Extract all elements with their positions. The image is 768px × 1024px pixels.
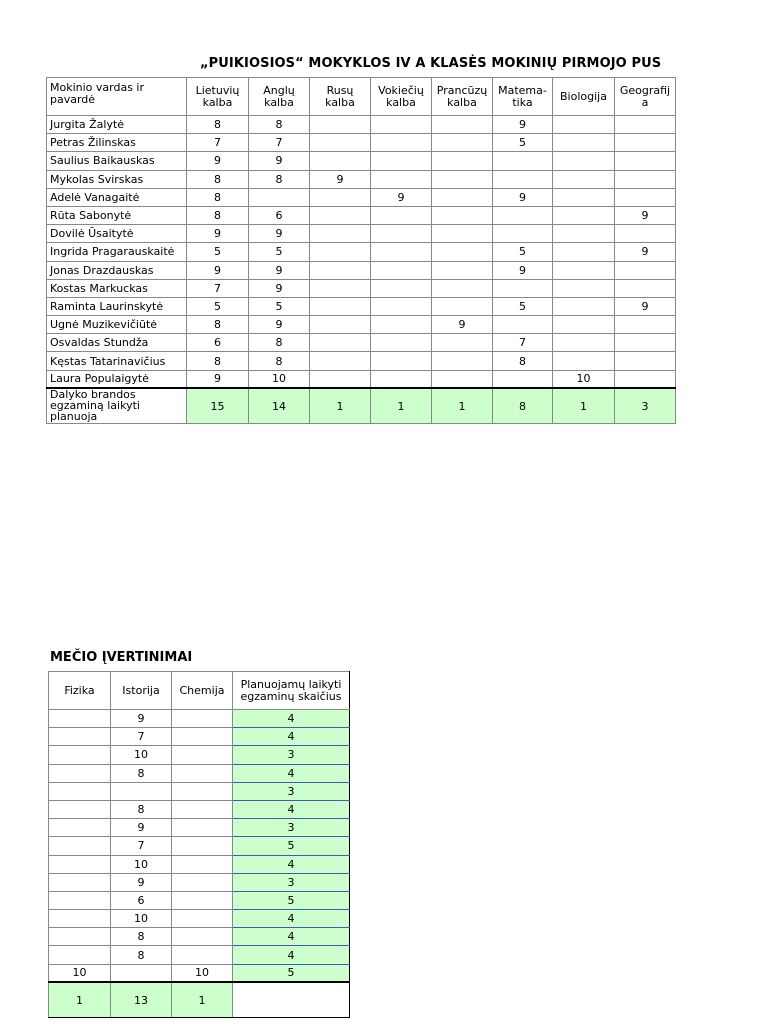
table2-header-row bbox=[49, 672, 350, 710]
grade-cell: 9 bbox=[432, 316, 493, 334]
planned-exams-cell: 4 bbox=[233, 800, 350, 818]
student-name-cell: Dovilė Ūsaitytė bbox=[47, 225, 187, 243]
grade-cell bbox=[615, 334, 676, 352]
grade-cell: 10 bbox=[172, 964, 233, 982]
grade-cell bbox=[615, 225, 676, 243]
grade-cell: 8 bbox=[187, 170, 249, 188]
grade-cell bbox=[172, 764, 233, 782]
header-planned-exams-count: Planuojamų laikyti egzaminų skaičius bbox=[233, 672, 350, 710]
grade-cell: 5 bbox=[249, 297, 310, 315]
table-row bbox=[47, 243, 676, 261]
sheet-title-part2: MEČIO ĮVERTINIMAI bbox=[50, 650, 193, 665]
empty-cell bbox=[233, 982, 350, 1017]
planned-exams-cell: 4 bbox=[233, 946, 350, 964]
grade-cell: 9 bbox=[111, 873, 172, 891]
grade-cell: 8 bbox=[249, 170, 310, 188]
grade-cell bbox=[49, 946, 111, 964]
table-row bbox=[49, 710, 350, 728]
grade-cell bbox=[249, 188, 310, 206]
header-russian: Rusų kalba bbox=[310, 78, 371, 116]
grade-cell bbox=[493, 316, 553, 334]
table-row bbox=[47, 352, 676, 370]
planned-exams-cell: 3 bbox=[233, 819, 350, 837]
subject-total-cell: 1 bbox=[310, 388, 371, 423]
grade-cell bbox=[111, 782, 172, 800]
grade-cell: 9 bbox=[187, 225, 249, 243]
planned-exams-cell: 4 bbox=[233, 910, 350, 928]
student-name-cell: Saulius Baikauskas bbox=[47, 152, 187, 170]
grade-cell: 10 bbox=[111, 910, 172, 928]
grade-cell bbox=[432, 170, 493, 188]
grade-cell bbox=[432, 188, 493, 206]
table-row bbox=[47, 170, 676, 188]
grade-cell: 8 bbox=[249, 116, 310, 134]
grade-cell bbox=[432, 206, 493, 224]
grade-cell bbox=[493, 206, 553, 224]
table-row bbox=[49, 891, 350, 909]
table-row bbox=[47, 297, 676, 315]
table-row bbox=[47, 225, 676, 243]
grade-cell bbox=[371, 225, 432, 243]
grade-cell bbox=[615, 370, 676, 388]
grade-cell bbox=[615, 188, 676, 206]
grade-cell bbox=[310, 370, 371, 388]
grade-cell bbox=[493, 225, 553, 243]
sheet-title-part1: „PUIKIOSIOS“ MOKYKLOS IV A KLASĖS MOKINIŲ PIRMOJO PUS bbox=[200, 56, 662, 71]
header-biology: Biologija bbox=[553, 78, 615, 116]
grade-cell: 8 bbox=[187, 352, 249, 370]
grade-cell bbox=[553, 243, 615, 261]
grade-cell bbox=[553, 261, 615, 279]
grade-cell bbox=[371, 170, 432, 188]
grade-cell bbox=[371, 261, 432, 279]
grade-cell: 8 bbox=[111, 946, 172, 964]
grade-cell: 5 bbox=[249, 243, 310, 261]
grade-cell bbox=[553, 170, 615, 188]
table-row bbox=[47, 152, 676, 170]
grade-cell bbox=[310, 206, 371, 224]
header-physics: Fizika bbox=[49, 672, 111, 710]
student-name-cell: Mykolas Svirskas bbox=[47, 170, 187, 188]
planned-exams-cell: 4 bbox=[233, 855, 350, 873]
grade-cell: 5 bbox=[187, 243, 249, 261]
grade-cell: 9 bbox=[111, 710, 172, 728]
grade-cell bbox=[49, 855, 111, 873]
planned-exams-cell: 4 bbox=[233, 928, 350, 946]
grade-cell bbox=[310, 134, 371, 152]
table-row bbox=[49, 946, 350, 964]
grade-cell: 8 bbox=[187, 316, 249, 334]
grade-cell bbox=[310, 297, 371, 315]
grade-cell: 8 bbox=[493, 352, 553, 370]
header-german: Vokiečių kalba bbox=[371, 78, 432, 116]
student-name-cell: Ingrida Pragarauskaitė bbox=[47, 243, 187, 261]
grade-cell bbox=[371, 152, 432, 170]
header-mathematics: Matema-tika bbox=[493, 78, 553, 116]
student-name-cell: Adelė Vanagaitė bbox=[47, 188, 187, 206]
planned-exams-cell: 3 bbox=[233, 782, 350, 800]
subject-total-cell: 15 bbox=[187, 388, 249, 423]
table-row bbox=[49, 819, 350, 837]
grade-cell bbox=[310, 352, 371, 370]
grade-cell: 10 bbox=[553, 370, 615, 388]
grade-cell: 9 bbox=[615, 243, 676, 261]
table-row bbox=[47, 279, 676, 297]
grade-cell: 7 bbox=[111, 728, 172, 746]
grade-cell: 8 bbox=[111, 928, 172, 946]
grade-cell: 9 bbox=[493, 261, 553, 279]
grade-cell: 9 bbox=[187, 370, 249, 388]
grade-cell bbox=[615, 261, 676, 279]
grade-cell bbox=[371, 116, 432, 134]
grade-cell: 9 bbox=[249, 316, 310, 334]
header-chemistry: Chemija bbox=[172, 672, 233, 710]
grade-cell bbox=[615, 170, 676, 188]
header-french: Prancūzų kalba bbox=[432, 78, 493, 116]
student-name-cell: Osvaldas Stundža bbox=[47, 334, 187, 352]
grade-cell bbox=[615, 279, 676, 297]
grade-cell bbox=[172, 710, 233, 728]
planned-exams-cell: 4 bbox=[233, 764, 350, 782]
table-row bbox=[47, 206, 676, 224]
grade-cell bbox=[371, 352, 432, 370]
header-geography: Geografij a bbox=[615, 78, 676, 116]
student-name-cell: Ugnė Muzikevičiūtė bbox=[47, 316, 187, 334]
header-history: Istorija bbox=[111, 672, 172, 710]
grade-cell bbox=[553, 134, 615, 152]
header-lithuanian: Lietuvių kalba bbox=[187, 78, 249, 116]
table-row bbox=[47, 134, 676, 152]
planned-exams-cell: 5 bbox=[233, 964, 350, 982]
subject-total-cell: 14 bbox=[249, 388, 310, 423]
planned-exams-cell: 4 bbox=[233, 710, 350, 728]
grades-table-part1 bbox=[46, 77, 676, 424]
grade-cell bbox=[615, 352, 676, 370]
grade-cell bbox=[310, 116, 371, 134]
grade-cell bbox=[615, 316, 676, 334]
grade-cell bbox=[172, 910, 233, 928]
grade-cell bbox=[493, 152, 553, 170]
grade-cell bbox=[432, 297, 493, 315]
totals-row bbox=[47, 388, 676, 423]
totals-label: Dalyko brandos egzaminą laikyti planuoja bbox=[47, 388, 187, 423]
grade-cell bbox=[111, 964, 172, 982]
subject-total-cell: 1 bbox=[172, 982, 233, 1017]
table-row bbox=[47, 261, 676, 279]
grade-cell bbox=[432, 279, 493, 297]
grade-cell bbox=[172, 728, 233, 746]
table-row bbox=[49, 837, 350, 855]
grade-cell bbox=[553, 225, 615, 243]
table-row bbox=[49, 800, 350, 818]
grade-cell bbox=[310, 152, 371, 170]
table-row bbox=[49, 910, 350, 928]
student-name-cell: Raminta Laurinskytė bbox=[47, 297, 187, 315]
grade-cell bbox=[432, 370, 493, 388]
planned-exams-cell: 5 bbox=[233, 837, 350, 855]
grade-cell bbox=[493, 170, 553, 188]
table-row bbox=[49, 728, 350, 746]
grade-cell bbox=[432, 134, 493, 152]
student-name-cell: Kostas Markuckas bbox=[47, 279, 187, 297]
subject-total-cell: 13 bbox=[111, 982, 172, 1017]
grade-cell: 5 bbox=[493, 243, 553, 261]
grade-cell bbox=[172, 891, 233, 909]
grade-cell bbox=[553, 206, 615, 224]
grade-cell: 8 bbox=[187, 116, 249, 134]
grade-cell: 9 bbox=[249, 225, 310, 243]
grade-cell: 9 bbox=[249, 152, 310, 170]
grade-cell bbox=[432, 261, 493, 279]
table1-header-row bbox=[47, 78, 676, 116]
table-row bbox=[47, 334, 676, 352]
grade-cell bbox=[553, 279, 615, 297]
subject-total-cell: 3 bbox=[615, 388, 676, 423]
grade-cell bbox=[310, 225, 371, 243]
grade-cell bbox=[172, 928, 233, 946]
grade-cell bbox=[49, 764, 111, 782]
grade-cell bbox=[493, 370, 553, 388]
grade-cell: 10 bbox=[111, 746, 172, 764]
planned-exams-cell: 4 bbox=[233, 728, 350, 746]
grade-cell: 7 bbox=[187, 134, 249, 152]
grade-cell: 9 bbox=[249, 261, 310, 279]
grade-cell bbox=[553, 352, 615, 370]
grade-cell bbox=[49, 891, 111, 909]
subject-total-cell: 1 bbox=[432, 388, 493, 423]
grade-cell bbox=[371, 206, 432, 224]
grade-cell bbox=[371, 279, 432, 297]
grade-cell: 5 bbox=[493, 297, 553, 315]
grade-cell bbox=[310, 188, 371, 206]
student-name-cell: Rūta Sabonytė bbox=[47, 206, 187, 224]
table-row bbox=[49, 928, 350, 946]
grade-cell: 10 bbox=[249, 370, 310, 388]
grade-cell bbox=[493, 279, 553, 297]
grade-cell bbox=[553, 297, 615, 315]
grade-cell: 9 bbox=[371, 188, 432, 206]
grade-cell bbox=[49, 800, 111, 818]
grade-cell: 9 bbox=[615, 297, 676, 315]
grade-cell bbox=[371, 334, 432, 352]
header-student-name: Mokinio vardas ir pavardė bbox=[47, 78, 187, 116]
grade-cell: 9 bbox=[493, 188, 553, 206]
grade-cell: 5 bbox=[187, 297, 249, 315]
totals-row bbox=[49, 982, 350, 1017]
grade-cell: 8 bbox=[111, 764, 172, 782]
grade-cell bbox=[172, 746, 233, 764]
grade-cell bbox=[172, 800, 233, 818]
grade-cell bbox=[432, 352, 493, 370]
subject-total-cell: 1 bbox=[371, 388, 432, 423]
grade-cell bbox=[432, 152, 493, 170]
grade-cell: 9 bbox=[493, 116, 553, 134]
grade-cell bbox=[553, 188, 615, 206]
grade-cell: 9 bbox=[310, 170, 371, 188]
grade-cell bbox=[49, 746, 111, 764]
student-name-cell: Kęstas Tatarinavičius bbox=[47, 352, 187, 370]
grade-cell: 10 bbox=[111, 855, 172, 873]
grade-cell bbox=[172, 782, 233, 800]
grade-cell bbox=[172, 946, 233, 964]
grade-cell bbox=[310, 243, 371, 261]
grade-cell bbox=[49, 782, 111, 800]
grade-cell bbox=[371, 370, 432, 388]
grade-cell bbox=[49, 928, 111, 946]
grade-cell bbox=[172, 837, 233, 855]
student-name-cell: Jurgita Žalytė bbox=[47, 116, 187, 134]
table-row bbox=[49, 873, 350, 891]
grade-cell bbox=[371, 243, 432, 261]
grade-cell: 6 bbox=[249, 206, 310, 224]
grade-cell bbox=[432, 243, 493, 261]
grade-cell: 7 bbox=[493, 334, 553, 352]
grade-cell bbox=[371, 134, 432, 152]
table-row bbox=[49, 764, 350, 782]
grade-cell: 5 bbox=[493, 134, 553, 152]
planned-exams-cell: 5 bbox=[233, 891, 350, 909]
grade-cell bbox=[432, 116, 493, 134]
grade-cell: 6 bbox=[111, 891, 172, 909]
grade-cell bbox=[371, 316, 432, 334]
table-row bbox=[49, 964, 350, 982]
grade-cell bbox=[49, 837, 111, 855]
grade-cell: 8 bbox=[187, 206, 249, 224]
grade-cell bbox=[172, 873, 233, 891]
grade-cell bbox=[172, 855, 233, 873]
subject-total-cell: 1 bbox=[49, 982, 111, 1017]
grade-cell: 7 bbox=[111, 837, 172, 855]
grade-cell bbox=[49, 710, 111, 728]
grade-cell bbox=[553, 334, 615, 352]
table-row bbox=[49, 782, 350, 800]
grade-cell bbox=[553, 152, 615, 170]
subject-total-cell: 1 bbox=[553, 388, 615, 423]
grade-cell bbox=[553, 316, 615, 334]
student-name-cell: Laura Populaigytė bbox=[47, 370, 187, 388]
table-row bbox=[49, 855, 350, 873]
grade-cell bbox=[432, 225, 493, 243]
grade-cell bbox=[310, 334, 371, 352]
planned-exams-cell: 3 bbox=[233, 873, 350, 891]
student-name-cell: Jonas Drazdauskas bbox=[47, 261, 187, 279]
grade-cell: 6 bbox=[187, 334, 249, 352]
grade-cell bbox=[310, 316, 371, 334]
grade-cell bbox=[615, 116, 676, 134]
grade-cell: 9 bbox=[249, 279, 310, 297]
grade-cell: 9 bbox=[111, 819, 172, 837]
header-english: Anglų kalba bbox=[249, 78, 310, 116]
grade-cell bbox=[371, 297, 432, 315]
grades-table-part2 bbox=[48, 671, 350, 1018]
grade-cell: 9 bbox=[187, 261, 249, 279]
grade-cell bbox=[172, 819, 233, 837]
grade-cell: 8 bbox=[111, 800, 172, 818]
grade-cell bbox=[553, 116, 615, 134]
grade-cell: 9 bbox=[187, 152, 249, 170]
grade-cell: 10 bbox=[49, 964, 111, 982]
grade-cell bbox=[49, 873, 111, 891]
grade-cell: 7 bbox=[249, 134, 310, 152]
subject-total-cell: 8 bbox=[493, 388, 553, 423]
grade-cell: 9 bbox=[615, 206, 676, 224]
grade-cell bbox=[310, 261, 371, 279]
grade-cell bbox=[49, 819, 111, 837]
grade-cell: 8 bbox=[249, 352, 310, 370]
grade-cell: 8 bbox=[249, 334, 310, 352]
table-row bbox=[47, 370, 676, 388]
grade-cell: 8 bbox=[187, 188, 249, 206]
table-row bbox=[49, 746, 350, 764]
table-row bbox=[47, 316, 676, 334]
grade-cell bbox=[49, 728, 111, 746]
grade-cell: 7 bbox=[187, 279, 249, 297]
grade-cell bbox=[615, 152, 676, 170]
grade-cell bbox=[615, 134, 676, 152]
grade-cell bbox=[310, 279, 371, 297]
planned-exams-cell: 3 bbox=[233, 746, 350, 764]
grade-cell bbox=[432, 334, 493, 352]
student-name-cell: Petras Žilinskas bbox=[47, 134, 187, 152]
table-row bbox=[47, 116, 676, 134]
grade-cell bbox=[49, 910, 111, 928]
table-row bbox=[47, 188, 676, 206]
